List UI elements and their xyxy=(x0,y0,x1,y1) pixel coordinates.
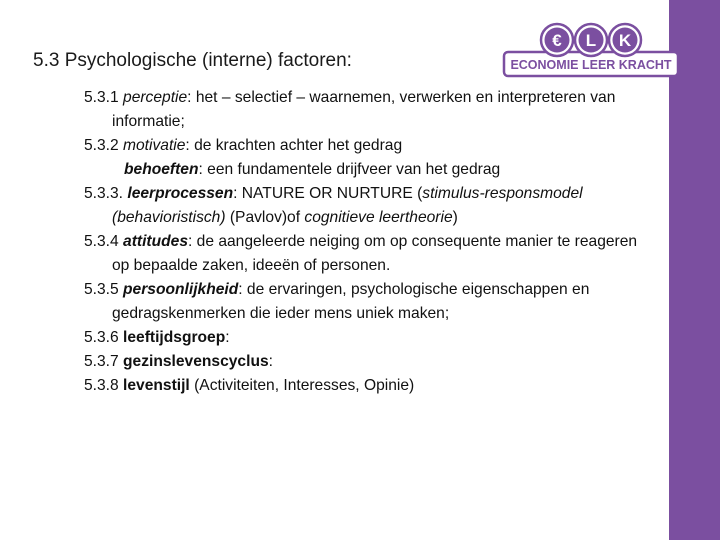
logo-letter-euro: € xyxy=(552,31,562,50)
list-item: 5.3.6 leeftijdsgroep: xyxy=(84,329,230,346)
list-item: 5.3.5 persoonlijkheid: de ervaringen, psychologische eigenschappen en gedragskenmerken die ieder mens uniek maken; xyxy=(84,281,590,322)
list-item: 5.3.8 levenstijl (Activiteiten, Interesses, Opinie) xyxy=(84,377,415,394)
list-item: 5.3.1 perceptie: het – selectief – waarnemen, verwerken en interpreteren van informatie; xyxy=(84,89,616,130)
factor-list xyxy=(84,86,654,398)
list-item: 5.3.7 gezinslevenscyclus: xyxy=(84,353,273,370)
sidebar-accent-bar xyxy=(669,0,720,540)
slide-title: 5.3 Psychologische (interne) factoren: xyxy=(33,50,352,71)
logo-letter-l: L xyxy=(585,31,597,50)
list-item: 5.3.2 motivatie: de krachten achter het gedrag xyxy=(84,137,403,154)
logo-text: ECONOMIE LEER KRACHT xyxy=(510,58,672,72)
list-item: 5.3.3. leerprocessen: NATURE OR NURTURE (stimulus-responsmodel (behavioristisch) (Pavlov)of cognitieve leertheorie) xyxy=(84,185,583,226)
list-item: 5.3.4 attitudes: de aangeleerde neiging om op consequente manier te reageren op bepaalde zaken, ideeën of personen. xyxy=(84,233,638,274)
elk-logo xyxy=(500,22,682,80)
logo-letter-k: K xyxy=(618,31,632,50)
list-subitem: behoeften: een fundamentele drijfveer van het gedrag xyxy=(124,161,501,178)
